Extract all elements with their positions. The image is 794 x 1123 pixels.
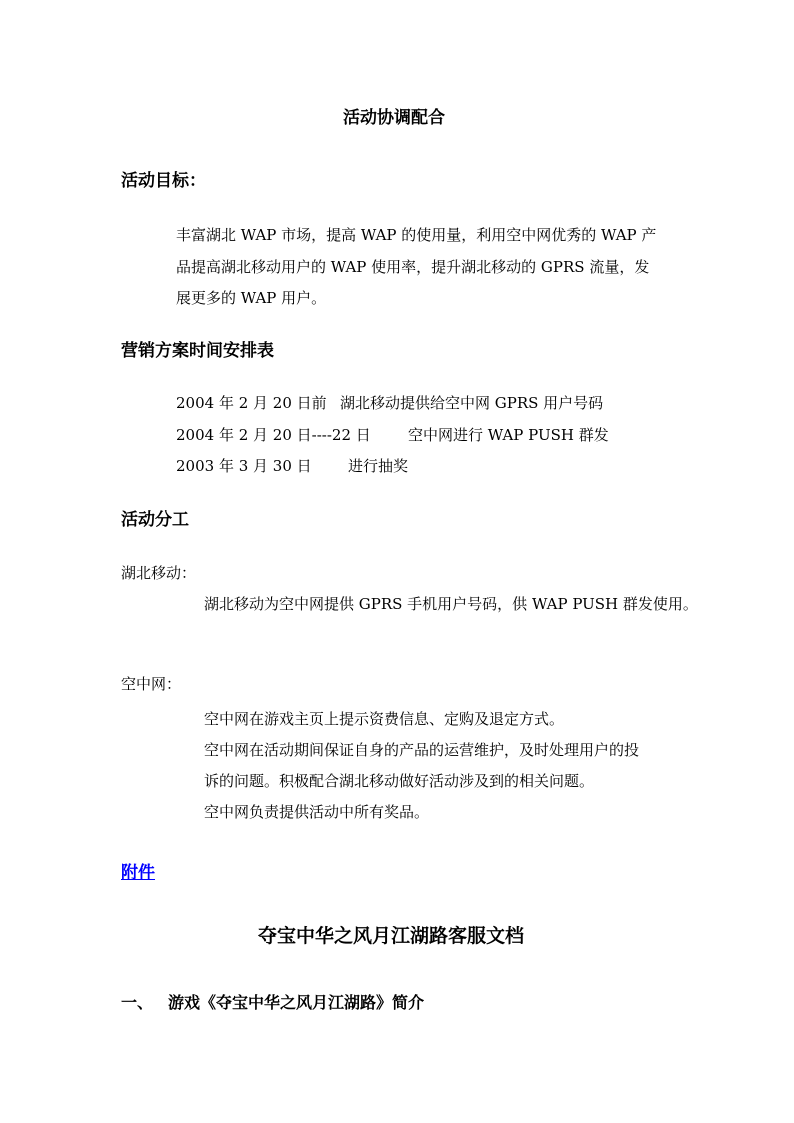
- section-title: 游戏《夺宝中华之风月江湖路》简介: [168, 993, 425, 1012]
- schedule-task: 空中网进行 WAP PUSH 群发: [408, 426, 609, 444]
- page-title: 活动协调配合: [343, 108, 445, 128]
- schedule-task: 湖北移动提供给空中网 GPRS 用户号码: [340, 394, 604, 412]
- schedule-date: 2004 年 2 月 20 日前: [176, 394, 327, 412]
- schedule-date: 2004 年 2 月 20 日----22 日: [176, 426, 371, 444]
- second-document-title: 夺宝中华之风月江湖路客服文档: [258, 925, 525, 947]
- schedule-task: 进行抽奖: [348, 457, 409, 475]
- kongzhong-duty-line: 诉的问题。积极配合湖北移动做好活动涉及到的相关问题。: [204, 772, 595, 790]
- schedule-heading: 营销方案时间安排表: [121, 341, 274, 361]
- kongzhong-duty-line: 空中网负责提供活动中所有奖品。: [204, 803, 430, 821]
- attachment-link[interactable]: 附件: [121, 863, 155, 883]
- kongzhong-label: 空中网：: [121, 675, 182, 693]
- objective-line: 品提高湖北移动用户的 WAP 使用率，提升湖北移动的 GPRS 流量，发: [176, 258, 650, 276]
- division-heading: 活动分工: [121, 510, 189, 530]
- objective-line: 丰富湖北 WAP 市场，提高 WAP 的使用量，利用空中网优秀的 WAP 产: [176, 226, 657, 244]
- section-number: 一、: [121, 993, 154, 1012]
- objective-line: 展更多的 WAP 用户。: [176, 289, 327, 307]
- objective-heading: 活动目标：: [121, 171, 206, 191]
- schedule-date: 2003 年 3 月 30 日: [176, 457, 312, 475]
- kongzhong-duty-line: 空中网在活动期间保证自身的产品的运营维护，及时处理用户的投: [204, 741, 640, 759]
- hubei-label: 湖北移动：: [121, 564, 197, 582]
- kongzhong-duty-line: 空中网在游戏主页上提示资费信息、定购及退定方式。: [204, 710, 565, 728]
- hubei-duty-line: 湖北移动为空中网提供 GPRS 手机用户号码，供 WAP PUSH 群发使用。: [204, 595, 698, 613]
